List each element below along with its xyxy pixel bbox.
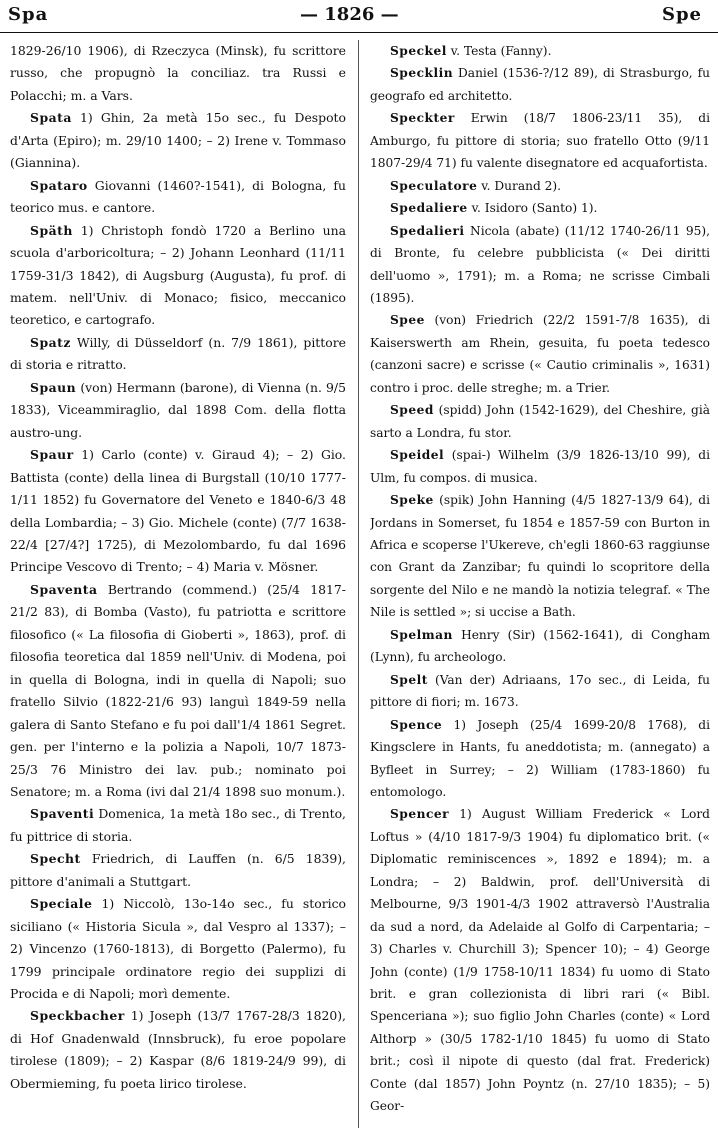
entry-text: (spik) John Hanning (4/5 1827-13/9 64), di Jordans in Somerset, fu 1854 e 1857-59 con Burton in Africa e scoperse l'Ukereve, ch'egli 1860-63 raggiunse con Grant da Zanzibar; fu quindi lo scopritore della sorgente del Nilo e ne mandò la notizia telegraf. « The Nile is settled »; si uccise a Bath. xyxy=(370,493,710,620)
entry-text: Domenica, 1a metà 18o sec., di Trento, fu pittrice di storia. xyxy=(10,806,346,844)
entry-headword: Spaventa xyxy=(30,581,98,597)
dictionary-entry xyxy=(370,624,710,669)
dictionary-entry xyxy=(370,309,710,399)
dictionary-entry xyxy=(10,175,346,220)
dictionary-entry xyxy=(10,848,346,893)
page-number: — 1826 — xyxy=(300,4,399,25)
dictionary-entry xyxy=(10,377,346,444)
entry-headword: Spataro xyxy=(30,177,88,193)
entry-headword: Spence xyxy=(390,717,443,732)
entry-text: v. Testa (Fanny). xyxy=(450,44,552,58)
dictionary-entry xyxy=(10,803,346,848)
entry-headword: Speed xyxy=(390,403,434,418)
dictionary-entry xyxy=(370,197,710,219)
entry-text: v. Durand 2). xyxy=(481,178,562,193)
entry-headword: Specht xyxy=(30,851,81,867)
dictionary-entry xyxy=(370,62,710,107)
entry-headword: Spencer xyxy=(390,807,450,822)
entry-text: Henry (Sir) (1562-1641), di Congham (Lynn), fu archeologo. xyxy=(370,627,710,665)
dictionary-entry xyxy=(370,220,710,310)
dictionary-entry xyxy=(10,1005,346,1095)
header-left-guideword: Spa xyxy=(8,4,49,25)
entry-headword: Spata xyxy=(30,110,72,126)
left-column xyxy=(10,40,346,1128)
entry-text: 1829-26/10 1906), di Rzeczyca (Minsk), fu scrittore russo, che propugnò la conciliaz. tra Russi e Polacchi; m. a Vars. xyxy=(10,43,346,103)
entry-text: (Van der) Adriaans, 17o sec., di Leida, fu pittore di fiori; m. 1673. xyxy=(370,672,710,710)
dictionary-entry xyxy=(370,444,710,489)
dictionary-entry xyxy=(370,399,710,444)
entry-headword: Spatz xyxy=(30,334,71,350)
entry-headword: Spelt xyxy=(390,672,428,687)
entry-text: Nicola (abate) (11/12 1740-26/11 95), di Bronte, fu celebre pubblicista (« Dei diritti dell'uomo », 1791); m. a Roma; ne scrisse Cimbali (1895). xyxy=(370,223,710,305)
entry-text: (von) Friedrich (22/2 1591-7/8 1635), di Kaiserswerth am Rhein, gesuita, fu poeta tedesco (canzoni sacre) e scrisse (« Cautio criminalis », 1631) contro i proc. delle streghe; m. a Trier. xyxy=(370,313,710,395)
entry-headword: Spelman xyxy=(390,627,453,642)
right-column xyxy=(370,40,710,1128)
entry-headword: Speidel xyxy=(390,448,445,463)
entry-text: 1) Carlo (conte) v. Giraud 4); – 2) Gio. Battista (conte) della linea di Burgstall (10/10 1777-1/11 1852) fu Governatore del Veneto e 1840-6/3 48 della Lombardia; – 3) Gio. Michele (conte) (7/7 1638-22/4 [27/4?] 1725), di Mezolombardo, fu dal 1696 Principe Vescovo di Trento; – 4) Maria v. Mösner. xyxy=(10,447,346,575)
entry-headword: Spaur xyxy=(30,447,74,463)
entry-headword: Speculatore xyxy=(390,178,478,193)
entry-text: (von) Hermann (barone), di Vienna (n. 9/5 1833), Viceammiraglio, dal 1898 Com. della flotta austro-ung. xyxy=(10,379,346,440)
entry-headword: Spee xyxy=(390,313,425,328)
entry-text: Erwin (18/7 1806-23/11 35), di Amburgo, fu pittore di storia; suo fratello Otto (9/11 1807-29/4 71) fu valente disegnatore ed acquafortista. xyxy=(370,111,710,171)
entry-headword: Späth xyxy=(30,222,73,238)
entry-headword: Speciale xyxy=(30,896,93,912)
entry-text: 1) Joseph (25/4 1699-20/8 1768), di Kingsclere in Hants, fu aneddotista; m. (annegato) a Byfleet in Surrey; – 2) William (1783-1860) fu entomologo. xyxy=(370,717,710,799)
dictionary-entry xyxy=(10,332,346,377)
entry-text: 1) Joseph (13/7 1767-28/3 1820), di Hof Gnadenwald (Innsbruck), fu eroe popolare tirolese (1809); – 2) Kaspar (8/6 1819-24/9 99), di Obermieming, fu poeta lirico tirolese. xyxy=(10,1008,346,1091)
dictionary-entry xyxy=(370,803,710,1117)
entry-headword: Spaventi xyxy=(30,806,95,822)
entry-text: 1) August William Frederick « Lord Loftus » (4/10 1817-9/3 1904) fu diplomatico brit. (« Diplomatic reminiscences », 1892 e 1894); m. a Londra; – 2) Baldwin, prof. dell'Università di Melbourne, 9/3 1901-4/3 1902 attraversò l'Australia da sud a nord, da Adelaide al Golfo di Carpentaria; – 3) Charles v. Churchill 3); Spencer 10); – 4) George John (conte) (1/9 1758-10/11 1834) fu uomo di Stato brit. e gran collezionista di libri rari (« Bibl. Spenceriana »); suo figlio John Charles (conte) « Lord Althorp » (30/5 1782-1/10 1845) fu uomo di Stato brit.; così il nipote di questo (dal frat. Frederick) Conte (dal 1857) John Poyntz (n. 27/10 1835); – 5) Geor- xyxy=(370,807,710,1114)
dictionary-entry xyxy=(370,489,710,624)
entry-headword: Speckbacher xyxy=(30,1008,125,1024)
entry-text: (spidd) John (1542-1629), del Cheshire, già sarto a Londra, fu stor. xyxy=(370,403,710,440)
entry-headword: Spedaliere xyxy=(390,201,468,216)
dictionary-entry xyxy=(10,444,346,579)
entry-text: 1) Ghin, 2a metà 15o sec., fu Despoto d'Arta (Epiro); m. 29/10 1400; – 2) Irene v. Tommaso (Giannina). xyxy=(10,110,346,171)
entry-text: v. Isidoro (Santo) 1). xyxy=(471,201,598,216)
dictionary-entry xyxy=(10,579,346,804)
dictionary-entry xyxy=(370,669,710,714)
dictionary-entry xyxy=(10,893,346,1005)
entry-headword: Speckter xyxy=(390,111,455,126)
entry-text: Friedrich, di Lauffen (n. 6/5 1839), pittore d'animali a Stuttgart. xyxy=(10,851,346,889)
dictionary-entry xyxy=(370,40,710,62)
dictionary-entry xyxy=(10,220,346,332)
entry-headword: Spedalieri xyxy=(390,223,465,238)
dictionary-entry xyxy=(370,107,710,174)
entry-headword: Specklin xyxy=(390,66,454,81)
page-header xyxy=(0,0,718,33)
entry-headword: Spaun xyxy=(30,379,77,395)
entry-text: Willy, di Düsseldorf (n. 7/9 1861), pittore di storia e ritratto. xyxy=(10,334,346,373)
entry-text: (spai-) Wilhelm (3/9 1826-13/10 99), di Ulm, fu compos. di musica. xyxy=(370,448,710,485)
entry-text: Giovanni (1460?-1541), di Bologna, fu teorico mus. e cantore. xyxy=(10,177,346,216)
dictionary-entry xyxy=(370,714,710,804)
entry-headword: Speckel xyxy=(390,44,447,58)
entry-text: 1) Niccolò, 13o-14o sec., fu storico siciliano (« Historia Sicula », dal Vespro al 1337); – 2) Vincenzo (1760-1813), di Borgetto (Palermo), fu 1799 principale ordinatore regio dei supplizi di Procida e di Napoli; morì demente. xyxy=(10,896,346,1002)
column-divider xyxy=(358,40,359,1128)
entry-text: Bertrando (commend.) (25/4 1817-21/2 83), di Bomba (Vasto), fu patriotta e scrittore filosofico (« La filosofia di Gioberti », 1863), prof. di filosofia teoretica dal 1859 nell'Univ. di Modena, poi in quella di Bologna, indi in quella di Napoli; suo fratello Silvio (1822-21/6 93) languì 1849-59 nella galera di Santo Stefano e fu poi dall'1/4 1861 Segret. gen. per l'interno e la polizia a Napoli, 10/7 1873-25/3 76 Ministro dei lav. pub.; nominato poi Senatore; m. a Roma (ivi dal 21/4 1898 suo monum.). xyxy=(10,581,346,799)
entry-headword: Speke xyxy=(390,493,434,508)
entry-text: Daniel (1536-?/12 89), di Strasburgo, fu geografo ed architetto. xyxy=(370,66,710,103)
entry-text: 1) Christoph fondò 1720 a Berlino una scuola d'arboricoltura; – 2) Johann Leonhard (11/11 1759-31/3 1842), di Augsburg (Augusta), fu prof. di matem. nell'Univ. di Monaco; fisico, meccanico teoretico, e cartografo. xyxy=(10,222,346,328)
dictionary-entry xyxy=(10,40,346,107)
header-right-guideword: Spe xyxy=(661,4,702,25)
dictionary-entry xyxy=(10,107,346,174)
dictionary-entry xyxy=(370,175,710,197)
